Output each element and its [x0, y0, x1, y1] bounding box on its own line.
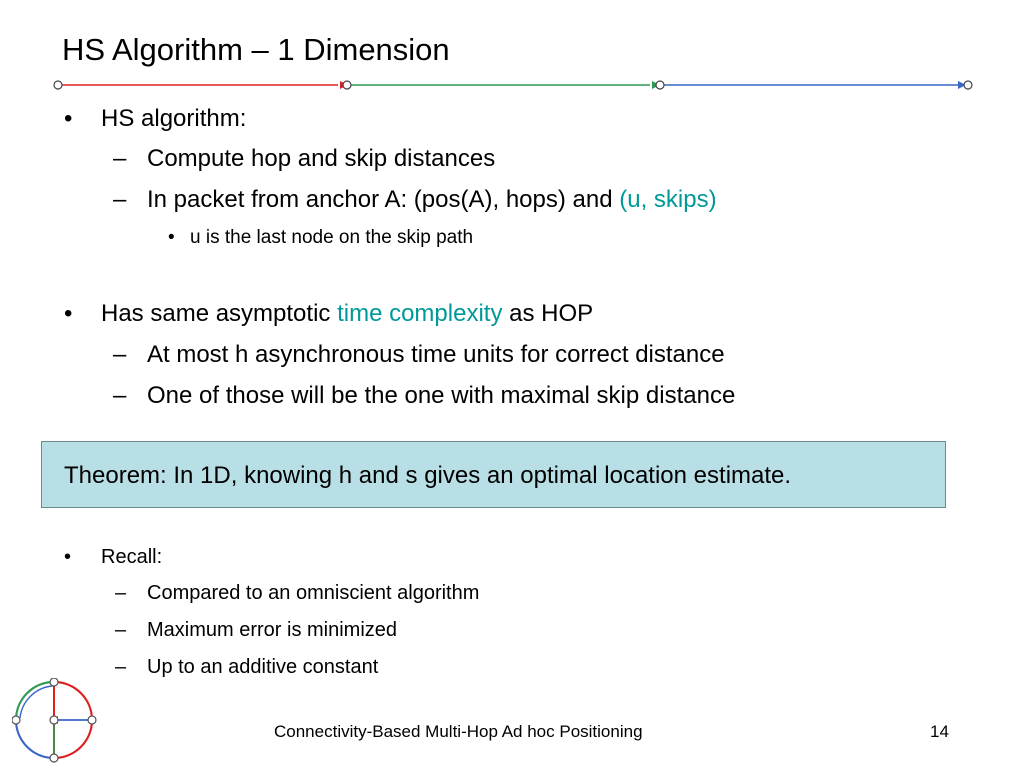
dash-marker: –: [113, 186, 127, 213]
dash-marker: –: [115, 619, 127, 641]
positioning-logo-icon: [12, 678, 102, 764]
dash-marker: –: [113, 145, 127, 172]
item-max-error: Maximum error is minimized: [147, 619, 398, 641]
item-packet-contents-text: In packet from anchor A: (pos(A), hops) and: [147, 186, 620, 213]
section-complexity-heading: [101, 300, 593, 328]
bullet-marker: •: [64, 546, 72, 568]
dash-marker: –: [115, 582, 127, 604]
bullet-marker: •: [64, 300, 73, 327]
dash-marker: –: [113, 341, 127, 368]
item-maximal-skip: One of those will be the one with maximal skip distance: [147, 382, 736, 409]
item-time-units: At most h asynchronous time units for correct distance: [147, 341, 725, 368]
dash-marker: –: [115, 656, 127, 678]
footer-text: Connectivity-Based Multi-Hop Ad hoc Positioning: [274, 722, 643, 741]
section-complexity-highlight: time complexity: [337, 300, 503, 327]
section-complexity-prefix: Has same asymptotic: [101, 300, 338, 327]
theorem-text: Theorem: In 1D, knowing h and s gives an optimal location estimate.: [64, 462, 792, 489]
item-omniscient: Compared to an omniscient algorithm: [147, 582, 480, 604]
page-number: 14: [930, 722, 949, 741]
section-hs-algorithm-heading: HS algorithm:: [101, 105, 247, 132]
item-packet-contents-highlight: (u, skips): [619, 186, 717, 213]
item-compute-distances: Compute hop and skip distances: [147, 145, 496, 172]
item-additive-constant: Up to an additive constant: [147, 656, 379, 678]
bullet-marker: •: [64, 105, 73, 132]
theorem-box: [41, 441, 946, 508]
item-last-node-skip-path: u is the last node on the skip path: [190, 227, 474, 248]
section-complexity-suffix: as HOP: [502, 300, 594, 327]
section-recall-heading: Recall:: [101, 546, 163, 568]
slide-title: HS Algorithm – 1 Dimension: [62, 32, 450, 67]
dash-marker: –: [113, 382, 127, 409]
item-packet-contents: [147, 186, 717, 214]
sub-bullet-marker: •: [168, 227, 175, 248]
node-path-arrows-icon: [50, 76, 980, 96]
